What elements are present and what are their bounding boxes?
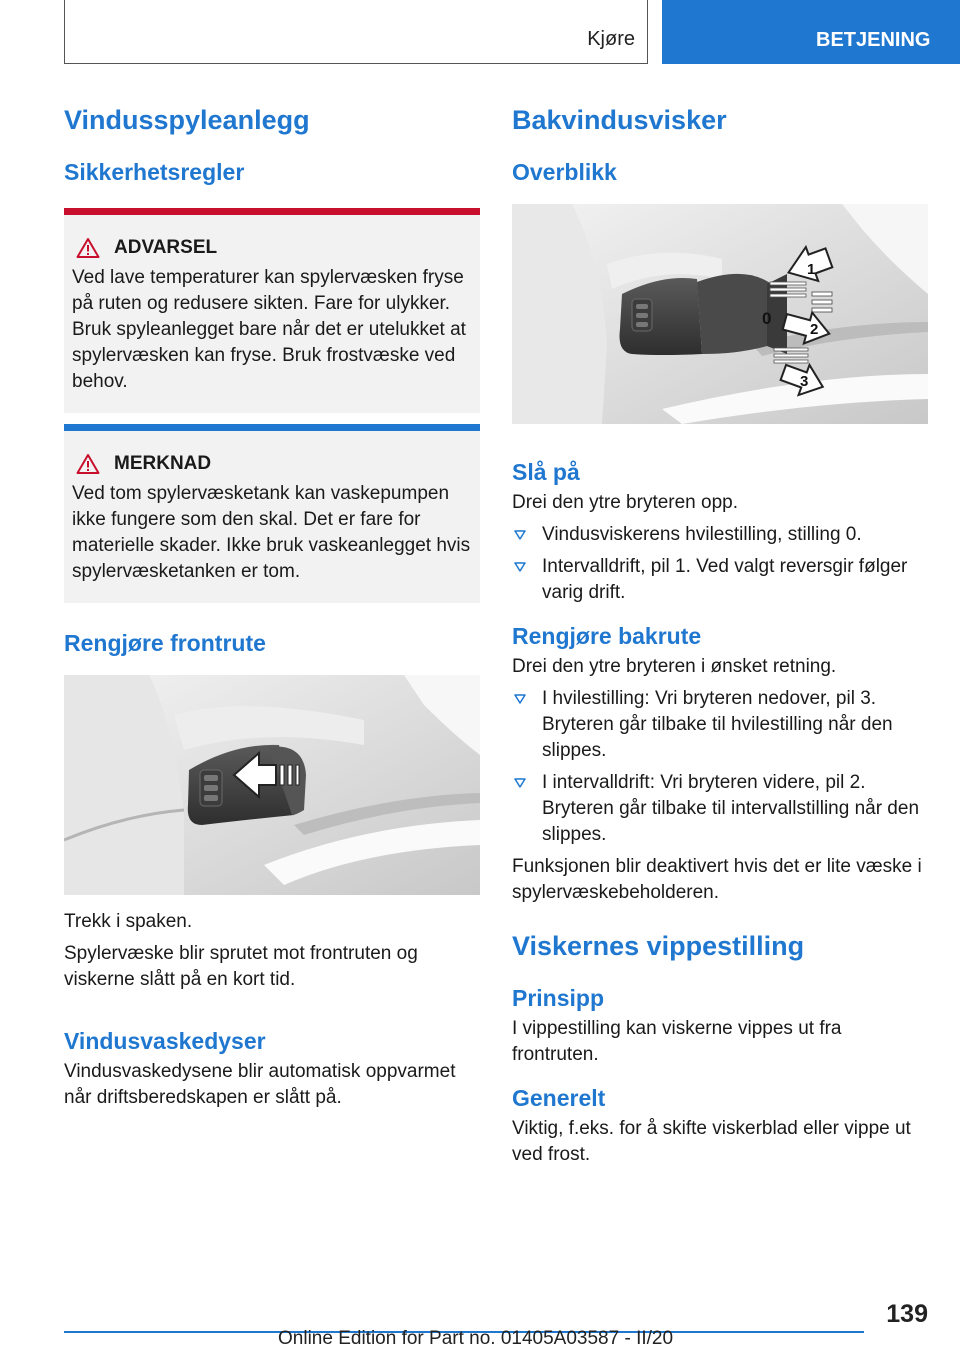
right-column (512, 98, 928, 1168)
page-number: 139 (886, 1300, 928, 1328)
triangle-bullet-icon (514, 694, 526, 704)
figure-label-0: 0 (762, 309, 772, 328)
safety-heading: Sikkerhetsregler (64, 159, 245, 185)
principle-heading: Prinsipp (512, 985, 605, 1011)
switch-on-text: Drei den ytre bryteren opp. (512, 492, 739, 513)
rear-wiper-switch-illustration (512, 204, 928, 424)
page-title-washer: Vindusspyleanlegg (64, 105, 310, 135)
clean-rear-window-heading: Rengjøre bakrute (512, 623, 702, 649)
left-column (64, 98, 480, 1111)
warning-label: ADVARSEL (114, 237, 218, 258)
figure-label-3: 3 (800, 373, 809, 390)
list-item: Intervalldrift, pil 1. Ved valgt reversgir følger varig drift. (512, 554, 928, 606)
warning-box (64, 208, 480, 413)
warning-text: Ved lave temperaturer kan spylervæsken fryse på ruten og redusere sikten. Fare for ulykker. Bruk spyleanlegget bare når det er utelukket at spylervæsken kan fryse. Bruk frostvæske ved behov. (72, 267, 466, 392)
clean-windscreen-heading: Rengjøre frontrute (64, 630, 266, 656)
principle-text: I vippestilling kan viskerne vippes ut fra frontruten. (512, 1018, 842, 1065)
clean-result-text: Spylervæske blir sprutet mot frontruten og viskerne slått på en kort tid. (64, 943, 418, 990)
switch-on-heading: Slå på (512, 459, 580, 485)
warning-triangle-icon (76, 453, 100, 475)
note-label: MERKNAD (114, 453, 212, 474)
warning-triangle-icon (76, 237, 100, 259)
triangle-bullet-icon (514, 778, 526, 788)
header-chapter-tab (662, 0, 960, 64)
header-chapter-label: BETJENING (816, 29, 931, 51)
note-box (64, 424, 480, 603)
figure-label-1: 1 (807, 261, 816, 278)
footer-edition: Online Edition for Part no. 01405A03587 - II/20 (278, 1328, 674, 1349)
list-item: I hvilestilling: Vri bryteren nedover, pil 3. Bryteren går tilbake til hvilestilling når den slippes. (512, 686, 928, 764)
tilt-position-title: Viskernes vippestilling (512, 931, 805, 961)
washer-lever-illustration (64, 675, 480, 895)
switch-on-list (512, 522, 928, 606)
clean-rear-note: Funksjonen blir deaktivert hvis det er lite væske i spylervæskebeholderen. (512, 856, 922, 903)
overview-heading: Overblikk (512, 159, 617, 185)
header-section-box (64, 0, 648, 64)
list-item: Vindusviskerens hvilestilling, stilling 0. (512, 522, 928, 548)
clean-rear-text: Drei den ytre bryteren i ønsket retning. (512, 656, 837, 677)
general-text: Viktig, f.eks. for å skifte viskerblad eller vippe ut ved frost. (512, 1118, 911, 1165)
note-text: Ved tom spylervæsketank kan vaskepumpen ikke fungere som den skal. Det er fare for materielle skader. Ikke bruk vaskeanlegget hvis spylervæsketanken er tom. (72, 483, 471, 582)
nozzles-text: Vindusvaskedysene blir automatisk oppvarmet når driftsberedskapen er slått på. (64, 1061, 456, 1108)
triangle-bullet-icon (514, 530, 526, 540)
page-title-rear-wiper: Bakvindusvisker (512, 105, 727, 135)
figure-label-2: 2 (810, 321, 819, 338)
list-item: I intervalldrift: Vri bryteren videre, pil 2. Bryteren går tilbake til intervallstilling når den slippes. (512, 770, 928, 848)
clean-rear-list (512, 686, 928, 848)
clean-step-text: Trekk i spaken. (64, 911, 193, 932)
triangle-bullet-icon (514, 562, 526, 572)
nozzles-heading: Vindusvaskedyser (64, 1028, 266, 1054)
general-heading: Generelt (512, 1085, 606, 1111)
header-section-label: Kjøre (587, 28, 635, 50)
